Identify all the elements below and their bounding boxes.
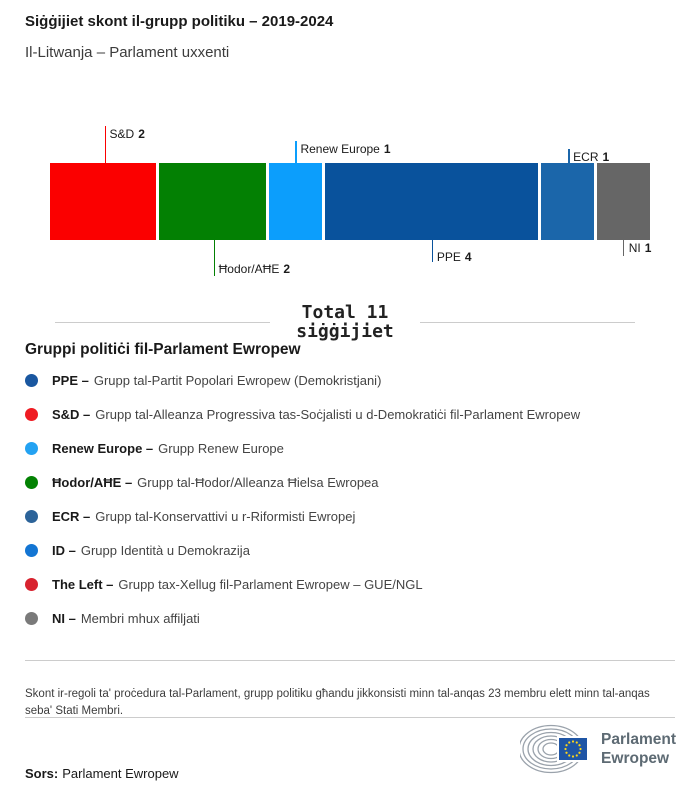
legend-item-ecr [25,499,675,533]
callout-label-renew [300,142,390,156]
bar-area [50,110,650,295]
total-rule-right [420,322,635,323]
callout-label-hodor [219,262,290,276]
logo-word-1: Parlament [601,730,676,748]
legend-name: The Left – [52,576,114,592]
callout-label-ni [629,241,652,255]
callout-label-ecr [573,150,609,164]
divider [25,717,675,718]
callout-group-name: Renew Europe [300,142,380,156]
bar-segment-renew [269,163,322,240]
bar-segment-ecr [541,163,594,240]
bar-segment-sd [50,163,156,240]
callout-group-name: ECR [573,150,599,164]
legend-item-theleft [25,567,675,601]
legend-item-renew [25,431,675,465]
callout-seat-count: 2 [283,262,291,276]
legend-name: ID – [52,542,76,558]
callout-group-name: S&D [109,127,135,141]
total-seats-banner [55,300,635,344]
legend-item-ni [25,601,675,635]
bar-segment-ni [597,163,650,240]
callout-line-ppe [432,240,434,262]
logo-word-2: Ewropew [601,750,670,767]
divider [25,660,675,661]
legend-dot-ni [25,612,38,625]
legend-name: Ħodor/AĦE – [52,474,133,490]
legend-description: Grupp tal-Konservattivi u r-Riformisti Ewropej [95,508,356,524]
legend-item-id [25,533,675,567]
legend-name: ECR – [52,508,91,524]
legend-description: Grupp tal-Alleanza Progressiva tas-Soċjalisti u d-Demokratiċi fil-Parlament Ewropew [95,406,581,422]
page-title: Siġġijiet skont il-grupp politiku – 2019-2024 [25,13,334,30]
procedural-note: Skont ir-regoli ta' proċedura tal-Parlament, grupp politiku għandu jikkonsisti minn tal-anqas 23 membru elett minn tal-anqas seba' Stati Membri. [25,687,650,718]
callout-seat-count: 1 [383,142,391,156]
source-line [25,766,179,781]
callout-seat-count: 1 [644,241,652,255]
seats-stacked-bar-chart [0,110,700,295]
callout-seat-count: 4 [464,250,472,264]
callout-seat-count: 1 [602,150,610,164]
legend-name: S&D – [52,406,91,422]
source-label: Sors: [25,766,59,781]
legend-description: Grupp tal-Ħodor/Alleanza Ħielsa Ewropea [137,474,379,490]
parliament-hemicycle-icon [520,724,592,774]
legend-heading: Gruppi politiċi fil-Parlament Ewropew [25,341,301,358]
callout-label-sd [110,127,145,141]
callout-line-ecr [568,149,570,163]
legend-description: Membri mhux affiljati [80,610,200,626]
legend-dot-hodor [25,476,38,489]
stacked-bar [50,163,650,240]
legend-item-hodor [25,465,675,499]
legend-dot-sd [25,408,38,421]
european-parliament-logo [520,724,676,774]
legend-dot-ppe [25,374,38,387]
total-line-2: siġġijiet [296,321,394,342]
legend-description: Grupp Renew Europe [158,440,284,456]
page-subtitle: Il-Litwanja – Parlament uxxenti [25,44,230,61]
legend-item-ppe [25,363,675,397]
callout-line-renew [295,141,297,163]
legend-description: Grupp Identità u Demokrazija [80,542,250,558]
legend-dot-renew [25,442,38,455]
total-rule-left [55,322,270,323]
legend-name: NI – [52,610,76,626]
bar-segment-hodor [159,163,265,240]
legend-item-sd [25,397,675,431]
legend-name: PPE – [52,372,89,388]
callout-group-name: NI [628,241,641,255]
legend-name: Renew Europe – [52,440,154,456]
callout-seat-count: 2 [138,127,145,141]
legend-dot-ecr [25,510,38,523]
total-seats-text [270,303,420,341]
callout-group-name: PPE [436,250,461,264]
legend-description: Grupp tax-Xellug fil-Parlament Ewropew – GUE/NGL [118,576,423,592]
source-value: Parlament Ewropew [62,766,179,781]
callout-line-hodor [214,240,216,276]
legend-dot-theleft [25,578,38,591]
callout-group-name: Ħodor/AĦE [218,262,280,276]
callout-line-ni [623,240,625,256]
callout-label-ppe [437,250,472,264]
logo-wordmark [601,730,676,769]
legend-dot-id [25,544,38,557]
bar-segment-ppe [325,163,538,240]
total-line-1: Total 11 [301,302,389,323]
legend [25,363,675,635]
callout-line-sd [105,126,107,163]
legend-description: Grupp tal-Partit Popolari Ewropew (Demokristjani) [93,372,382,388]
